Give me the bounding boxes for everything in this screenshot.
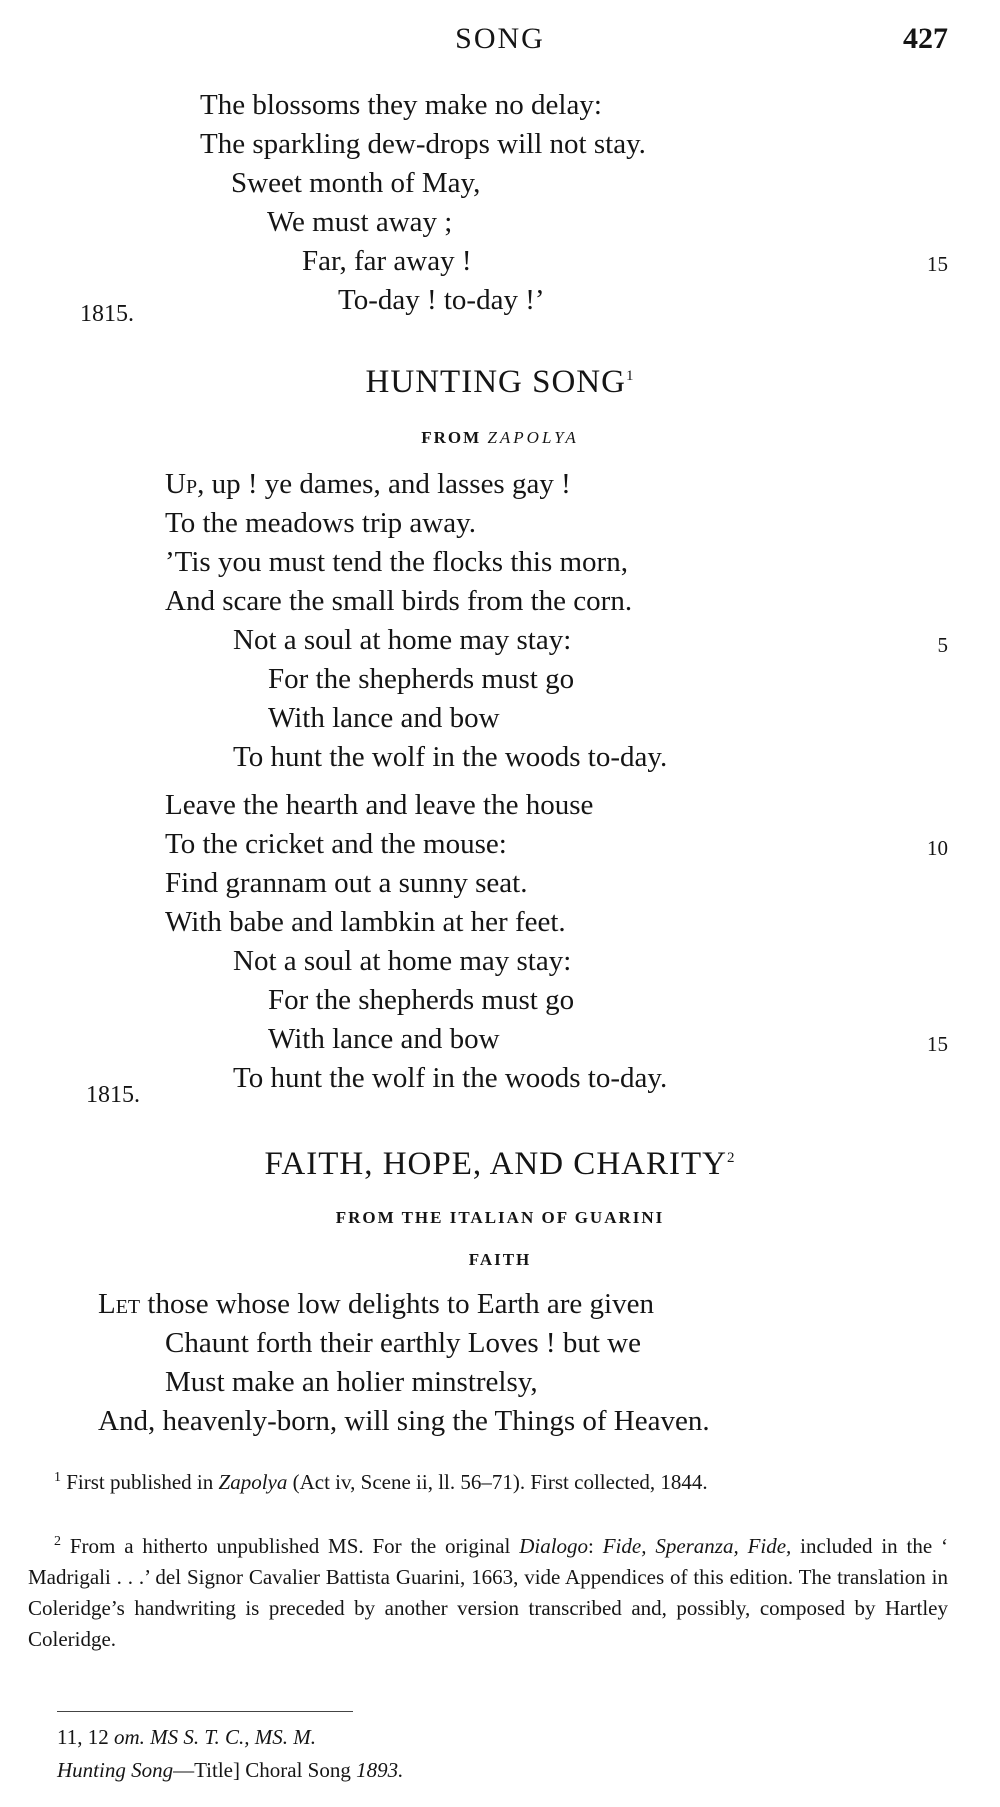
verse-line: ’Tis you must tend the flocks this morn, (165, 546, 628, 578)
verse-line: And scare the small birds from the corn. (165, 585, 633, 617)
poem-subtitle-zapolya (0, 428, 1000, 448)
verse-line: For the shepherds must go (268, 984, 575, 1016)
footnote-terms: Fide, Speranza, Fide, (602, 1534, 792, 1558)
footnote-work-title: Dialogo (519, 1534, 589, 1558)
verse-line: To hunt the wolf in the woods to-day. (233, 741, 668, 773)
poem-title-faith-hope-charity (0, 1146, 1000, 1183)
verse-line: Not a soul at home may stay: (233, 624, 572, 656)
verse-line: Find grannam out a sunny seat. (165, 867, 528, 899)
variant-note-2 (57, 1755, 403, 1786)
verse-line: Chaunt forth their earthly Loves ! but we (165, 1327, 641, 1359)
variant-title: Hunting Song (57, 1758, 174, 1782)
verse-line: With babe and lambkin at her feet. (165, 906, 566, 938)
title-text: FAITH, HOPE, AND CHARITY (264, 1146, 727, 1182)
section-heading-faith: FAITH (468, 1250, 532, 1269)
footnote-ref-2: 2 (726, 1150, 736, 1166)
verse-line: With lance and bow (268, 702, 500, 734)
line-number: 15 (927, 1032, 948, 1056)
song-line: Far, far away ! (302, 245, 472, 277)
date-1815: 1815. (86, 1082, 140, 1108)
footnote-text: (Act iv, Scene ii, ll. 56–71). First collected, 1844. (287, 1470, 708, 1494)
footnote-text: included in the ‘ Madrigali . . .’ del Signor Cavalier Battista Guarini, 1663, vide Appendices of this edition. The translation in Coleridge’s handwriting is preceded by another version transcribed and, possibly, composed by Hartley Coleridge. (28, 1534, 948, 1651)
footnote-2 (28, 1526, 948, 1655)
song-line: Sweet month of May, (231, 167, 481, 199)
first-word: Let (98, 1288, 141, 1320)
footnote-divider (57, 1711, 353, 1712)
footnote-mark: 1 (54, 1470, 61, 1485)
line-rest: those whose low delights to Earth are given (140, 1288, 654, 1320)
verse-line: For the shepherds must go (268, 663, 575, 695)
song-line: The sparkling dew-drops will not stay. (200, 128, 646, 160)
poem-title-hunting-song (0, 364, 1000, 401)
footnote-mark: 2 (54, 1534, 61, 1549)
line-number: 5 (937, 633, 948, 657)
line-rest: up ! ye dames, and lasses gay ! (204, 468, 571, 500)
subtitle-work: ZAPOLYA (487, 428, 579, 447)
song-line: We must away ; (267, 206, 453, 238)
verse-line: And, heavenly-born, will sing the Things of Heaven. (98, 1405, 710, 1437)
variant-text: —Title] Choral Song (173, 1758, 357, 1782)
title-text: HUNTING SONG (365, 364, 626, 400)
footnote-text: : (588, 1534, 603, 1558)
variant-year: 1893. (356, 1758, 404, 1782)
verse-line: Must make an holier minstrelsy, (165, 1366, 538, 1398)
song-line: To-day ! to-day !’ (338, 284, 545, 316)
footnote-work-title: Zapolya (218, 1470, 288, 1494)
subtitle-prefix: FROM (421, 428, 482, 447)
verse-line: Leave the hearth and leave the house (165, 789, 594, 821)
verse-line: Not a soul at home may stay: (233, 945, 572, 977)
variant-lines: 11, 12 (57, 1725, 109, 1749)
footnote-1 (28, 1462, 948, 1498)
poem-subtitle-guarini: FROM THE ITALIAN OF GUARINI (335, 1208, 665, 1227)
verse-line (165, 465, 571, 504)
verse-line (98, 1285, 654, 1324)
page-number: 427 (903, 22, 948, 55)
running-head: SONG (455, 22, 545, 55)
line-number: 15 (927, 252, 948, 276)
verse-line: To the meadows trip away. (165, 507, 476, 539)
variant-note-1 (57, 1722, 316, 1753)
verse-line: To the cricket and the mouse: (165, 828, 507, 860)
line-number: 10 (927, 836, 948, 860)
verse-line: To hunt the wolf in the woods to-day. (233, 1062, 668, 1094)
first-word: Up, (165, 468, 205, 500)
footnote-ref-1: 1 (625, 368, 635, 384)
verse-line: With lance and bow (268, 1023, 500, 1055)
date-1815: 1815. (80, 301, 134, 327)
variant-text: om. MS S. T. C., MS. M. (108, 1725, 317, 1749)
footnote-text: From a hitherto unpublished MS. For the original (69, 1534, 520, 1558)
footnote-text: First published in (66, 1470, 219, 1494)
song-line: The blossoms they make no delay: (200, 89, 602, 121)
